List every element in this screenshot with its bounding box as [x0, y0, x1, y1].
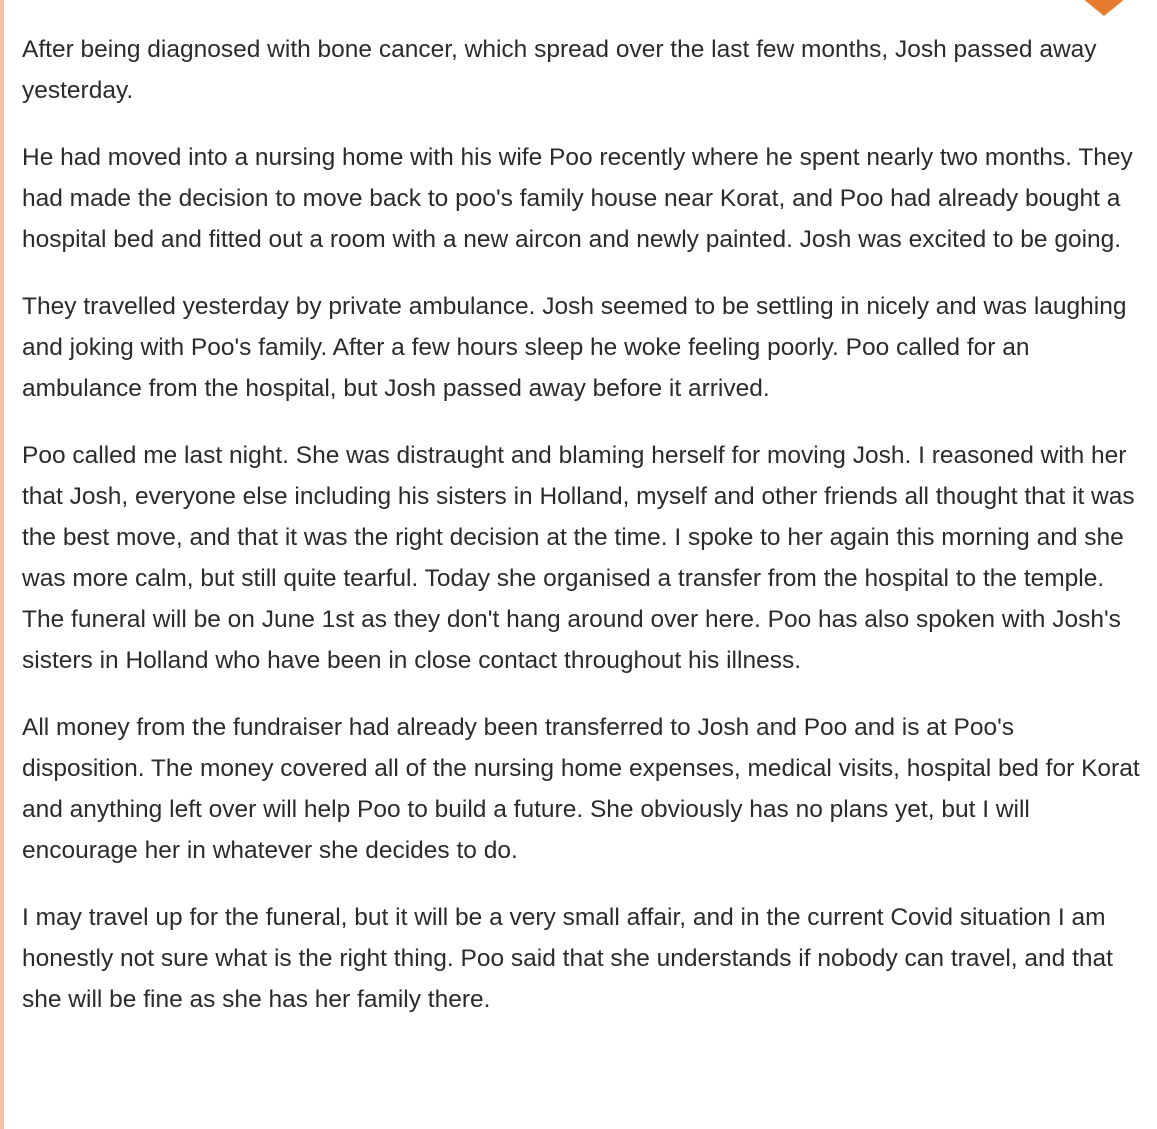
post-body: [22, 29, 1142, 1046]
post-paragraph: Poo called me last night. She was distraught and blaming herself for moving Josh. I reasoned with her that Josh, everyone else including his sisters in Holland, myself and other friends all thought that it was the best move, and that it was the right decision at the time. I spoke to her again this morning and she was more calm, but still quite tearful. Today she organised a transfer from the hospital to the temple. The funeral will be on June 1st as they don't hang around over here. Poo has also spoken with Josh's sisters in Holland who have been in close contact throughout his illness.: [22, 442, 1135, 674]
post-paragraph: After being diagnosed with bone cancer, which spread over the last few months, Josh passed away yesterday.: [22, 36, 1097, 104]
post-paragraph: All money from the fundraiser had already been transferred to Josh and Poo and is at Poo's disposition. The money covered all of the nursing home expenses, medical visits, hospital bed for Korat and anything left over will help Poo to build a future. She obviously has no plans yet, but I will encourage her in whatever she decides to do.: [22, 714, 1140, 864]
collapse-chevron-icon[interactable]: [1082, 0, 1126, 16]
post-paragraph: They travelled yesterday by private ambulance. Josh seemed to be settling in nicely and was laughing and joking with Poo's family. After a few hours sleep he woke feeling poorly. Poo called for an ambulance from the hospital, but Josh passed away before it arrived.: [22, 293, 1127, 402]
quote-left-border: [0, 0, 4, 1129]
post-paragraph: I may travel up for the funeral, but it will be a very small affair, and in the current Covid situation I am honestly not sure what is the right thing. Poo said that she understands if nobody can travel, and that she will be fine as she has her family there.: [22, 904, 1113, 1013]
post-paragraph: He had moved into a nursing home with his wife Poo recently where he spent nearly two months. They had made the decision to move back to poo's family house near Korat, and Poo had already bought a hospital bed and fitted out a room with a new aircon and newly painted. Josh was excited to be going.: [22, 144, 1133, 253]
